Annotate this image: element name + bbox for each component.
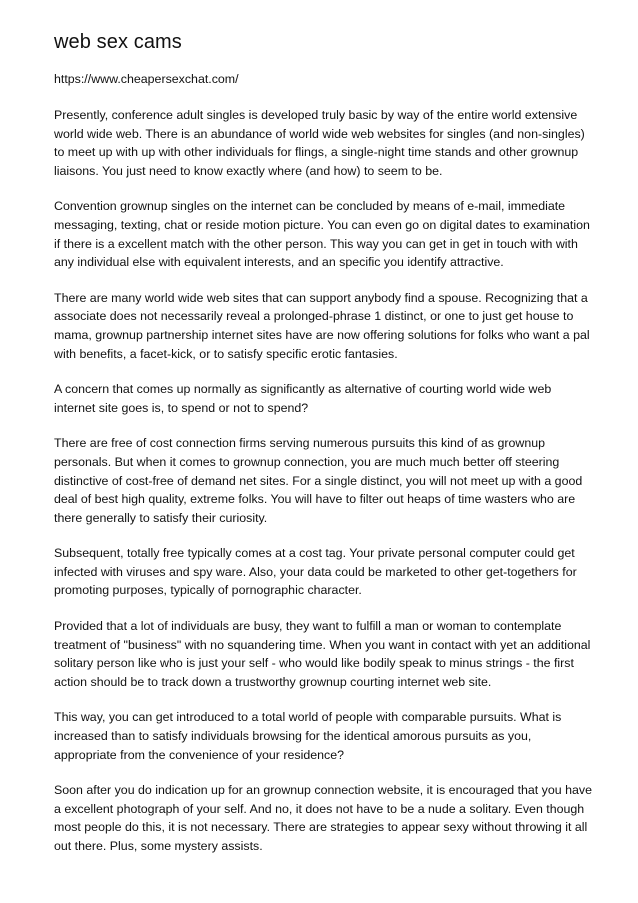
source-url[interactable]: https://www.cheapersexchat.com/ [54,72,239,86]
paragraph-4: A concern that comes up normally as significantly as alternative of courting world wide web internet site goes is, to spend or not to spend? [54,382,552,415]
paragraph-2: Convention grownup singles on the internet can be concluded by means of e-mail, immediate messaging, texting, chat or reside motion picture. You can even go on digital dates to examination if there is a excellent match with the other person. This way you can get in get in touch with with any individual else with equivalent interests, and an specific you identify attractive. [54,199,590,270]
paragraph-1: Presently, conference adult singles is developed truly basic by way of the entire world extensive world wide web. There is an abundance of world wide web websites for singles (and non-singles) to meet up with up with other individuals for flings, a single-night time stands and other grownup liaisons. You just need to know exactly where (and how) to seem to be. [54,108,585,178]
document-title: web sex cams [54,31,182,53]
paragraph-5: There are free of cost connection firms serving numerous pursuits this kind of as grownup personals. But when it comes to grownup connection, you are much much better off steering distinctive of cost-free of demand net sites. For a single distinct, you will not meet up with a good deal of best high quality, extreme folks. You will have to filter out heaps of time wasters who are there generally to satisfy their curiosity. [54,436,583,525]
paragraph-8: This way, you can get introduced to a total world of people with comparable pursuits. What is increased than to satisfy individuals browsing for the identical amorous pursuits as you, appropriate from the convenience of your residence? [54,710,562,762]
paragraph-3: There are many world wide web sites that can support anybody find a spouse. Recognizing that a associate does not necessarily reveal a prolonged-phrase 1 distinct, or one to just get house to mama, grownup partnership internet sites have are now offering solutions for folks who want a pal with benefits, a facet-kick, or to satisfy specific erotic fantasies. [54,290,590,361]
paragraph-7: Provided that a lot of individuals are busy, they want to fulfill a man or woman to contemplate treatment of "business" with no squandering time. When you want in contact with yet an additional solitary person like who is just your self - who would like bodily speak to minus strings - the first action should be to track down a trustworthy grownup courting internet web site. [54,619,591,689]
document-page [54,30,594,873]
paragraph-9: Soon after you do indication up for an grownup connection website, it is encouraged that you have a excellent photograph of your self. And no, it does not have to be a nude a solitary. Even though most people do this, it is not necessary. There are strategies to appear sexy without throwing it all out there. Plus, some mystery assists. [54,783,592,853]
paragraph-6: Subsequent, totally free typically comes at a cost tag. Your private personal computer could get infected with viruses and spy ware. Also, your data could be marketed to other get-togethers for promoting purposes, typically of pornographic character. [54,546,577,598]
